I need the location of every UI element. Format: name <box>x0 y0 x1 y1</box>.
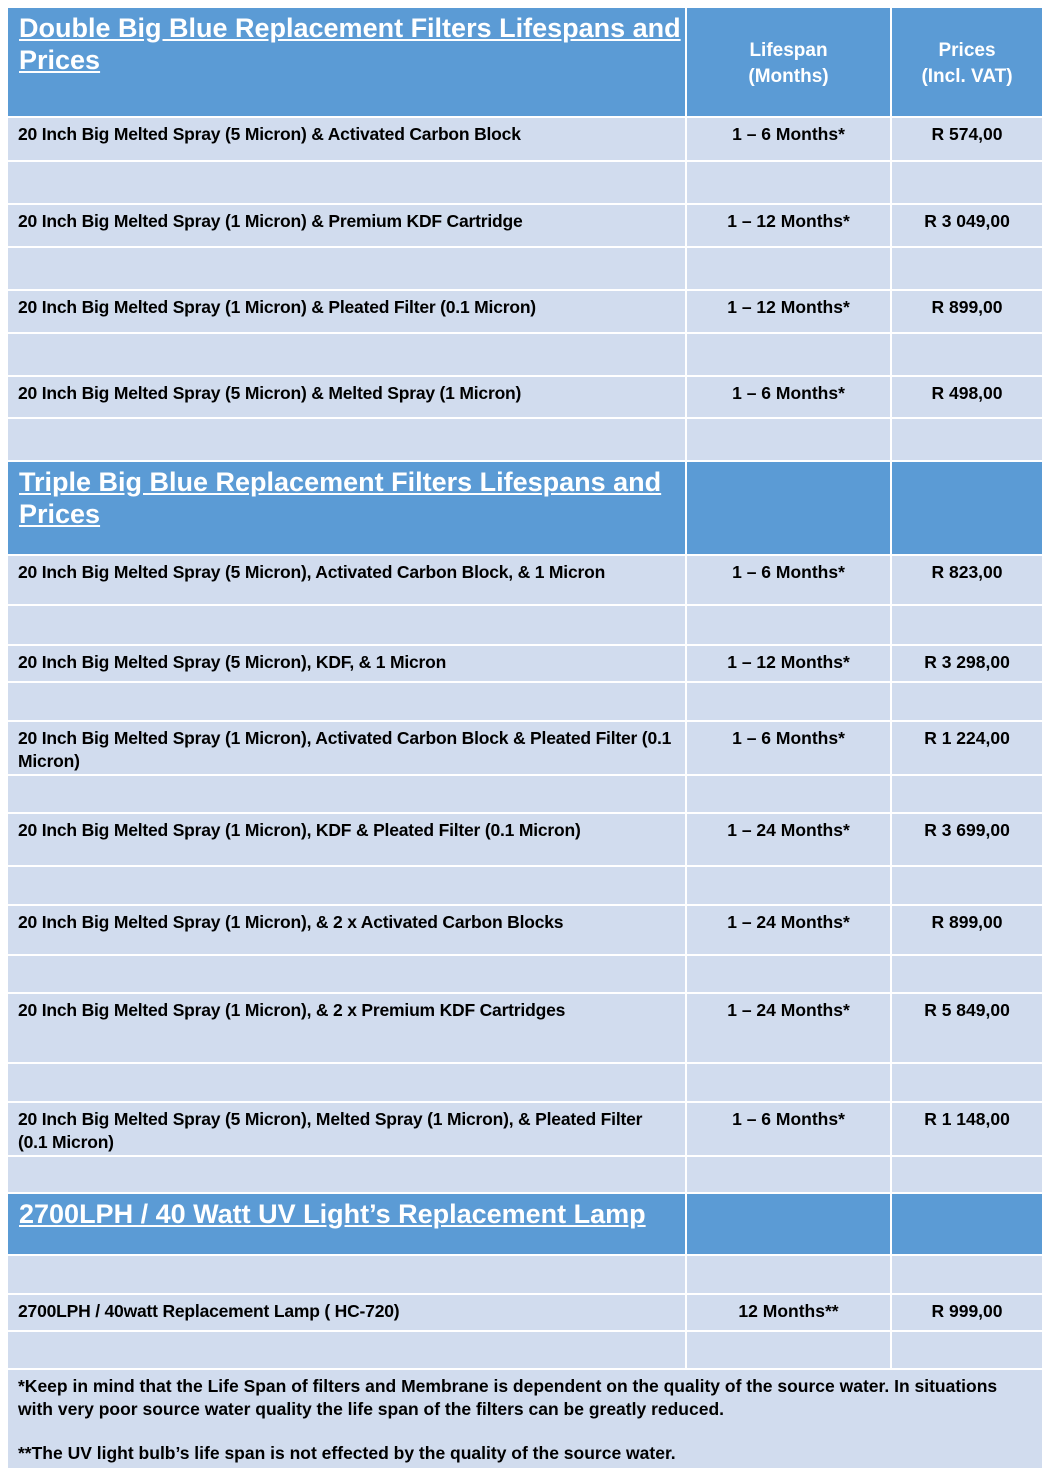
footnotes <box>8 1370 1042 1468</box>
item-price: R 3 699,00 <box>924 820 1010 840</box>
section-title: Double Big Blue Replacement Filters Lifespans and Prices <box>19 13 681 75</box>
item-name: 20 Inch Big Melted Spray (1 Micron) & Premium KDF Cartridge <box>18 211 523 231</box>
section-header-triple <box>8 462 1042 554</box>
table-row <box>8 1295 1042 1330</box>
table-row <box>8 906 1042 954</box>
item-lifespan: 1 – 12 Months* <box>727 211 850 231</box>
table-row <box>8 377 1042 417</box>
item-name: 20 Inch Big Melted Spray (1 Micron), Activated Carbon Block & Pleated Filter (0.1 Micron) <box>18 728 672 771</box>
table-row <box>8 1103 1042 1155</box>
item-lifespan: 1 – 6 Months* <box>732 124 845 144</box>
item-price: R 1 224,00 <box>924 728 1010 748</box>
item-lifespan: 1 – 24 Months* <box>727 912 850 932</box>
spacer-row <box>8 867 1042 904</box>
spacer-row <box>8 419 1042 460</box>
spacer-row <box>8 1157 1042 1192</box>
spacer-row <box>8 162 1042 203</box>
item-name: 20 Inch Big Melted Spray (1 Micron), & 2 x Premium KDF Cartridges <box>18 1000 566 1020</box>
item-lifespan: 1 – 12 Months* <box>727 652 850 672</box>
spacer-row <box>8 248 1042 289</box>
section-header-double <box>8 8 1042 116</box>
item-lifespan: 1 – 6 Months* <box>732 728 845 748</box>
spacer-row <box>8 1332 1042 1368</box>
spacer-row <box>8 606 1042 644</box>
table-row <box>8 814 1042 865</box>
item-name: 2700LPH / 40watt Replacement Lamp ( HC-720) <box>18 1301 400 1321</box>
table-row <box>8 118 1042 160</box>
item-price: R 1 148,00 <box>924 1109 1010 1129</box>
item-lifespan: 1 – 6 Months* <box>732 383 845 403</box>
item-name: 20 Inch Big Melted Spray (5 Micron), Melted Spray (1 Micron), & Pleated Filter (0.1 Micron) <box>18 1109 643 1152</box>
item-name: 20 Inch Big Melted Spray (5 Micron), KDF, & 1 Micron <box>18 652 447 672</box>
spacer-row <box>8 1064 1042 1101</box>
spacer-row <box>8 1256 1042 1293</box>
item-lifespan: 1 – 12 Months* <box>727 297 850 317</box>
table-row <box>8 722 1042 774</box>
lifespan-header: Lifespan (Months) <box>748 40 829 87</box>
item-price: R 3 298,00 <box>924 652 1010 672</box>
item-price: R 574,00 <box>931 124 1003 144</box>
table-row <box>8 205 1042 246</box>
section-title: 2700LPH / 40 Watt UV Light’s Replacement Lamp <box>19 1199 646 1229</box>
section-title: Triple Big Blue Replacement Filters Lifespans and Prices <box>19 467 662 529</box>
item-price: R 498,00 <box>931 383 1003 403</box>
item-lifespan: 1 – 6 Months* <box>732 562 845 582</box>
item-lifespan: 1 – 6 Months* <box>732 1109 845 1129</box>
item-price: R 899,00 <box>931 297 1003 317</box>
spacer-row <box>8 776 1042 812</box>
item-lifespan: 1 – 24 Months* <box>727 1000 850 1020</box>
item-price: R 999,00 <box>931 1301 1003 1321</box>
item-lifespan: 12 Months** <box>738 1301 839 1321</box>
item-price: R 899,00 <box>931 912 1003 932</box>
price-header: Prices (Incl. VAT) <box>921 40 1013 87</box>
item-name: 20 Inch Big Melted Spray (5 Micron) & Melted Spray (1 Micron) <box>18 383 522 403</box>
item-price: R 823,00 <box>931 562 1003 582</box>
footnote-uv: **The UV light bulb’s life span is not effected by the quality of the source water. <box>18 1443 676 1463</box>
item-name: 20 Inch Big Melted Spray (1 Micron), & 2 x Activated Carbon Blocks <box>18 912 564 932</box>
item-price: R 5 849,00 <box>924 1000 1010 1020</box>
item-name: 20 Inch Big Melted Spray (5 Micron), Activated Carbon Block, & 1 Micron <box>18 562 606 582</box>
spacer-row <box>8 334 1042 375</box>
spacer-row <box>8 683 1042 720</box>
table-row <box>8 291 1042 332</box>
spacer-row <box>8 956 1042 992</box>
item-name: 20 Inch Big Melted Spray (5 Micron) & Activated Carbon Block <box>18 124 521 144</box>
item-price: R 3 049,00 <box>924 211 1010 231</box>
section-header-uv-lamp <box>8 1194 1042 1254</box>
table-row <box>8 556 1042 604</box>
item-name: 20 Inch Big Melted Spray (1 Micron) & Pleated Filter (0.1 Micron) <box>18 297 536 317</box>
table-row <box>8 646 1042 681</box>
footnote-filters: *Keep in mind that the Life Span of filters and Membrane is dependent on the quality of the source water. In situations with very poor source water quality the life span of the filters can be greatly reduced. <box>18 1376 998 1419</box>
item-name: 20 Inch Big Melted Spray (1 Micron), KDF & Pleated Filter (0.1 Micron) <box>18 820 581 840</box>
item-lifespan: 1 – 24 Months* <box>727 820 850 840</box>
table-row <box>8 994 1042 1062</box>
